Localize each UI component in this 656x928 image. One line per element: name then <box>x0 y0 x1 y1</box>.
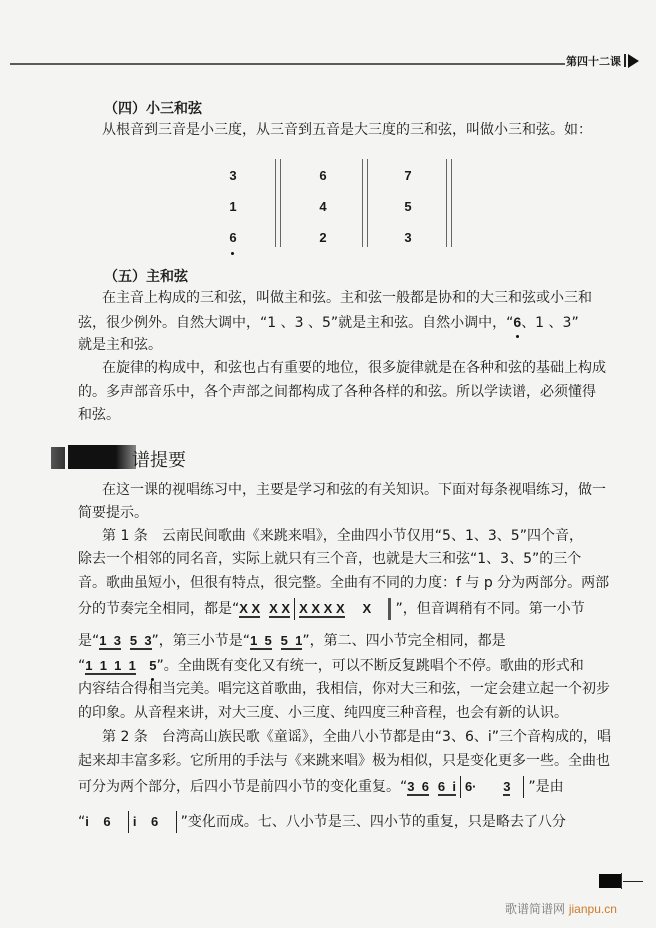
melody-notation: 1 3 <box>99 633 121 648</box>
rhythm-notation: X X <box>269 601 291 616</box>
header-rule <box>10 63 565 65</box>
text-span: 、1 、3” <box>521 315 579 331</box>
melody-notation: 1 5 <box>250 633 272 648</box>
watermark-site: jianpu.cn <box>568 902 617 916</box>
chord-note: 4 <box>319 199 327 214</box>
text-span: ”，第二、四小节完全相同，都是 <box>302 633 506 649</box>
paragraph-line: 的。多声部音乐中，各个声部之间都构成了各种各样的和弦。所以学读谱，必须懂得 <box>78 384 596 400</box>
paragraph-line-melody <box>78 654 584 679</box>
double-barline <box>446 159 452 247</box>
text-span: 是“ <box>78 633 100 649</box>
paragraph-line: 内容结合得相当完美。唱完这首歌曲，我相信，你对大三和弦，一定会建立起一个初步 <box>78 681 610 697</box>
chord-column <box>398 162 418 255</box>
paragraph-line: 简要提示。 <box>78 505 148 521</box>
paragraph-line: 第 2 条 台湾高山族民歌《童谣》，全曲八小节都是由“3、6、i”三个音构成的，唱 <box>102 729 612 745</box>
melody-notation: 6· <box>464 779 477 794</box>
banner-decoration <box>68 445 136 469</box>
section-text: 从根音到三音是小三度，从三音到五音是大三度的三和弦，叫做小三和弦。如： <box>102 122 592 138</box>
section-heading-minor-triad: （四）小三和弦 <box>104 101 202 117</box>
text-span: ”，第三小节是“ <box>151 633 251 649</box>
barline <box>523 776 524 798</box>
melody-notation: 5 1 <box>280 633 303 648</box>
paragraph-line-melody <box>78 629 506 654</box>
paragraph-line: 在旋律的构成中，和弦也占有重要的地位，很多旋律就是在各种和弦的基础上构成 <box>102 360 606 376</box>
page-marker-tick <box>621 873 622 889</box>
header-divider <box>624 54 626 67</box>
text-span: ”。全曲既有变化又有统一，可以不断反复跳唱个不停。歌曲的形式和 <box>156 658 584 674</box>
paragraph-line: 在主音上构成的三和弦，叫做主和弦。主和弦一般都是协和的大三和弦或小三和 <box>102 290 592 306</box>
paragraph-line: 和弦。 <box>78 407 120 423</box>
paragraph-line: 在这一课的视唱练习中，主要是学习和弦的有关知识。下面对每条视唱练习，做一 <box>102 482 606 498</box>
melody-notation: 1 1 1 1 <box>85 658 136 673</box>
paragraph-line-rhythm <box>78 597 585 622</box>
rhythm-notation: X X <box>239 601 261 616</box>
double-barline <box>362 159 368 247</box>
melody-notation: i 6 <box>85 814 111 829</box>
paragraph-line-melody <box>78 775 564 800</box>
banner-decoration <box>51 447 65 469</box>
chord-note: 5 <box>404 199 412 214</box>
paragraph-line: 音。歌曲虽短小，但很有特点，很完整。全曲有不同的力度：f 与 p 分为两部分。两部 <box>78 575 610 591</box>
section-banner-title: 谱提要 <box>132 450 186 471</box>
barline <box>128 811 129 833</box>
text-span: 分的节奏完全相同，都是“ <box>78 601 240 617</box>
barline <box>176 811 177 833</box>
text-span: ”，但音调稍有不同。第一小节 <box>395 601 585 617</box>
page-marker-block <box>599 874 622 888</box>
paragraph-line: 除去一个相邻的同名音，实际上就只有三个音，也就是大三和弦“1、3、5”的三个 <box>78 551 582 567</box>
watermark <box>505 900 617 917</box>
melody-notation: 3 <box>503 779 511 794</box>
lesson-label: 第四十二课 <box>566 55 621 68</box>
chord-note: 3 <box>404 230 412 245</box>
melody-notation: 6 i <box>437 779 456 794</box>
text-span: ”变化而成。七、八小节是三、四小节的重复，只是略去了八分 <box>180 814 566 830</box>
chord-column <box>313 162 333 255</box>
rhythm-notation: X <box>362 601 372 616</box>
paragraph-line-melody <box>78 810 566 835</box>
melody-notation: i 6 <box>132 814 159 829</box>
chord-note: 6 <box>229 224 236 252</box>
chord-note: 3 <box>229 168 237 183</box>
rhythm-notation: X X X X <box>299 601 345 616</box>
note-low-5: 5 <box>149 654 156 678</box>
barline <box>294 598 295 620</box>
chord-note: 7 <box>404 168 412 183</box>
chord-column <box>223 162 243 255</box>
chord-note: 1 <box>229 199 237 214</box>
arrow-right-icon <box>628 54 639 68</box>
text-span: “ <box>78 658 86 674</box>
paragraph-line: 起来却丰富多彩。它所用的手法与《来跳来唱》极为相似，只是变化更多一些。全曲也 <box>78 753 610 769</box>
text-span: “ <box>78 814 86 830</box>
chord-note: 2 <box>319 230 327 245</box>
text-span: 弦，很少例外。自然大调中，“1 、3 、5”就是主和弦。自然小调中，“ <box>78 315 514 331</box>
double-barline <box>275 159 281 247</box>
paragraph-line: 就是主和弦。 <box>78 337 162 353</box>
chord-note: 6 <box>319 168 327 183</box>
barline <box>460 776 461 798</box>
watermark-text: 歌谱简谱网 <box>505 902 566 916</box>
page-marker-line <box>623 881 643 882</box>
paragraph-line <box>78 311 579 336</box>
text-span: 可分为两个部分，后四小节是前四小节的变化重复。“ <box>78 779 408 795</box>
note-low-6: 6 <box>513 311 521 335</box>
section-heading-tonic-triad: （五）主和弦 <box>104 269 188 285</box>
end-barline <box>388 598 391 620</box>
melody-notation: 3 6 <box>407 779 429 794</box>
melody-notation: 5 3 <box>129 633 152 648</box>
paragraph-line: 的印象。从音程来讲，对大三度、小三度、纯四度三种音程，也会有新的认识。 <box>78 705 568 721</box>
text-span: ”是由 <box>528 779 564 795</box>
paragraph-line: 第 1 条 云南民间歌曲《来跳来唱》，全曲四小节仅用“5、1、3、5”四个音， <box>102 528 583 544</box>
